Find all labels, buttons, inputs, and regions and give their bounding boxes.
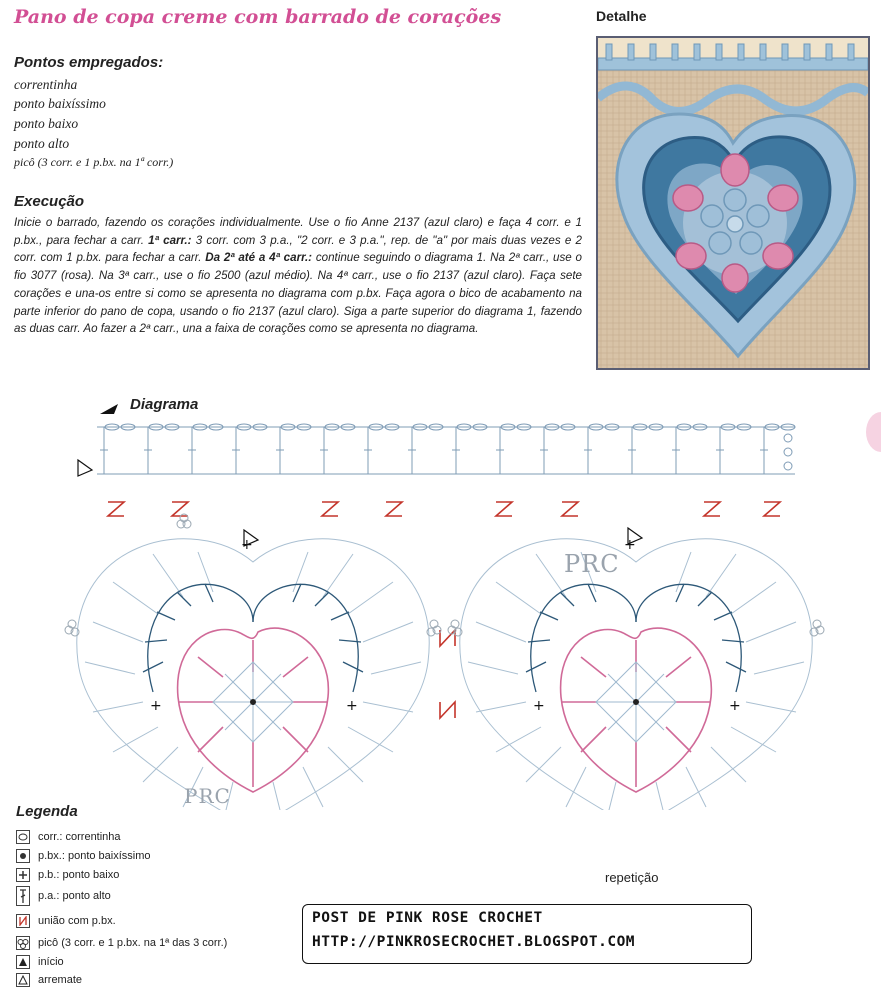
stitch-item: ponto baixo — [14, 116, 79, 131]
svg-text:+: + — [150, 698, 162, 714]
legend-item: arremate — [16, 971, 82, 989]
blog-credit-line1: POST DE PINK ROSE CROCHET — [312, 910, 543, 926]
crochet-diagram — [0, 390, 881, 810]
svg-text:+: + — [533, 698, 545, 714]
legend-item: picô (3 corr. e 1 p.bx. na 1ª das 3 corr.) — [16, 934, 227, 952]
legend-item: início — [16, 953, 64, 971]
stitch-item: correntinha — [14, 77, 78, 92]
watermark-top: PRC — [564, 550, 620, 578]
crochet-heart-photo-icon — [598, 38, 868, 368]
stitch-item: ponto baixíssimo — [14, 96, 106, 111]
watermark-bottom: PRC — [184, 784, 231, 808]
chain-symbol-icon — [16, 830, 30, 844]
svg-text:+: + — [241, 537, 253, 553]
execution-heading: Execução — [14, 193, 85, 210]
stitch-item: ponto alto — [14, 136, 70, 151]
join-marks — [108, 502, 780, 718]
detail-label: Detalhe — [596, 8, 647, 24]
slip-stitch-symbol-icon — [16, 849, 30, 863]
heart-motif-right — [448, 537, 824, 810]
heart-motif-left — [65, 514, 441, 810]
svg-text:+: + — [346, 698, 358, 714]
diagram-label: Diagrama — [130, 396, 199, 413]
legend-item: corr.: correntinha — [16, 828, 121, 846]
finish-arrow-icon — [16, 973, 30, 987]
top-edging-band — [97, 424, 795, 474]
svg-text:+: + — [624, 537, 636, 553]
stitches-heading: Pontos empregados: — [14, 54, 164, 71]
double-crochet-symbol-icon — [16, 886, 30, 906]
stitch-item: picô (3 corr. e 1 p.bx. na 1ª corr.) — [14, 155, 174, 169]
picot-symbol-icon — [16, 936, 30, 950]
finish-arrow-icon — [78, 460, 92, 476]
start-arrow-icon — [16, 955, 30, 969]
svg-text:+: + — [729, 698, 741, 714]
single-crochet-symbol-icon — [16, 868, 30, 882]
page-title: Pano de copa creme com barrado de corações — [14, 6, 502, 28]
repeat-label: repetição — [605, 870, 659, 885]
legend-item: p.bx.: ponto baixíssimo — [16, 847, 151, 865]
detail-photo — [596, 36, 870, 370]
legend-item: união com p.bx. — [16, 912, 116, 930]
join-symbol-icon — [16, 914, 30, 928]
blog-credit-url[interactable]: HTTP://PINKROSECROCHET.BLOGSPOT.COM — [312, 934, 636, 950]
legend-title: Legenda — [16, 803, 78, 820]
start-arrow-icon — [100, 404, 118, 414]
legend-item: p.b.: ponto baixo — [16, 866, 119, 884]
execution-paragraph: Inicie o barrado, fazendo os corações individualmente. Use o fio Anne 2137 (azul claro) e faça 4 corr. e 1 p.bx., para fechar a carr. 1ª carr.: 3 corr. com 3 p.a., "2 corr. e 3 p.a.", rep. de "a" por mais duas vezes e 2 corr. com 1 p.bx. para fechar a carr. Da 2ª até a 4ª carr.: continue seguindo o diagrama 1. Na 2ª carr., use o fio 3077 (rosa). Na 3ª carr., use o fio 2500 (azul médio). Na 4ª carr., use o fio 2137 (azul claro). Faça sete corações e una-os entre si como se apresenta no diagrama com p.bx. Faça agora o bico de acabamento na parte inferior do pano de copa, usando o fio 2137 (azul claro). Siga a parte superior do diagrama 1, fazendo as duas carr. Ao fazer a 2ª carr., una a faixa de corações como se apresenta no diagrama. — [14, 216, 583, 336]
legend-item: p.a.: ponto alto — [16, 885, 111, 907]
